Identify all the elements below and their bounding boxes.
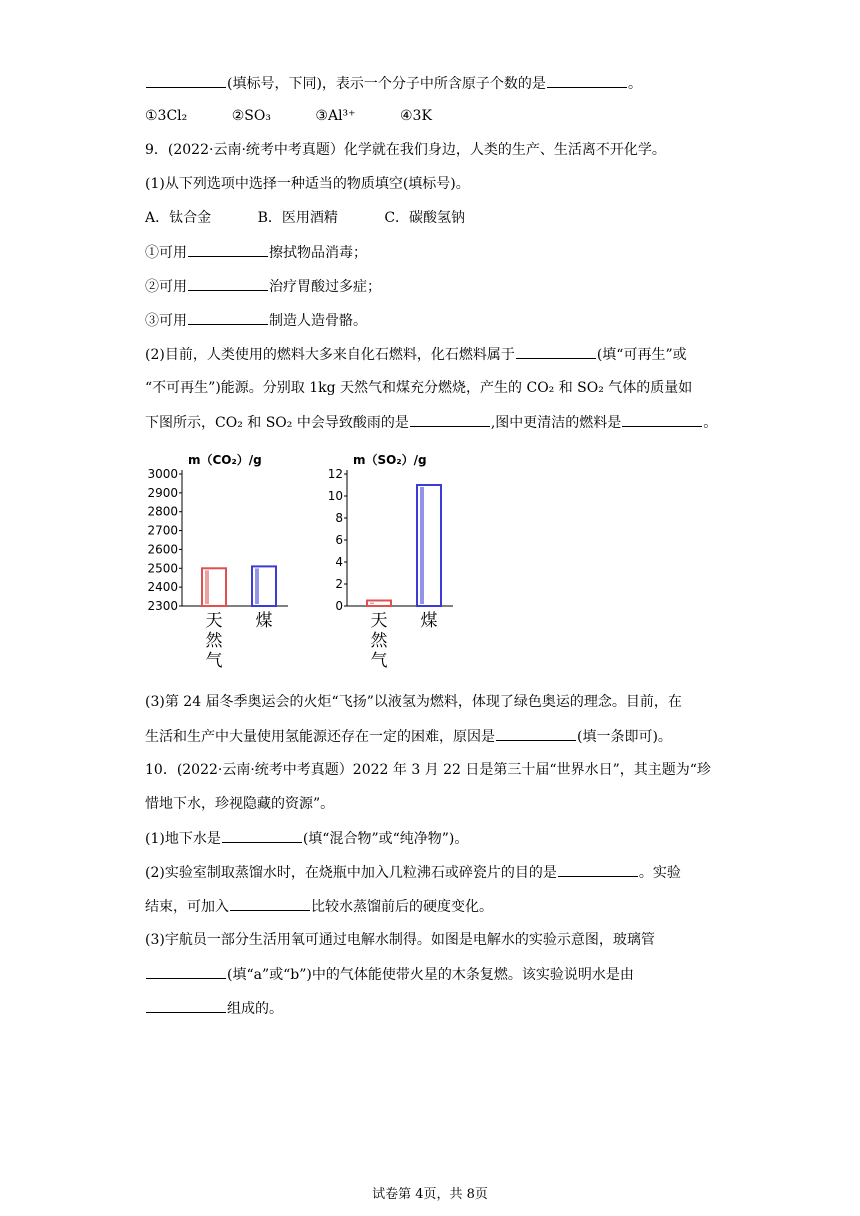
- answer-blank[interactable]: [496, 726, 576, 741]
- co2-bar-chart: [140, 448, 290, 678]
- option: ②SO₃: [231, 108, 271, 124]
- so2-bar-chart: [305, 448, 455, 678]
- q10-part3-line1: (3)宇航员一部分生活用氧可通过电解水制得。如图是电解水的实验示意图，玻璃管: [145, 932, 655, 948]
- answer-blank[interactable]: [547, 73, 627, 88]
- y-tick-label: 2300: [147, 599, 178, 613]
- answer-blank[interactable]: [146, 73, 226, 88]
- q10-part2-line1: (2)实验室制取蒸馏水时，在烧瓶中加入几粒沸石或碎瓷片的目的是 。实验: [145, 862, 681, 883]
- q9-part3-line1: (3)第 24 届冬季奥运会的火炬“飞扬”以液氢为燃料，体现了绿色奥运的理念。目前，在: [145, 694, 682, 710]
- bar-shade: [370, 603, 374, 605]
- answer-blank[interactable]: [230, 896, 310, 911]
- y-tick-label: 2400: [147, 580, 178, 595]
- y-tick-label: 4: [335, 555, 343, 569]
- answer-blank[interactable]: [146, 998, 226, 1013]
- page-footer: 试卷第 4页，共 8页: [372, 1187, 488, 1202]
- q9-fill3: ③可用 制造人造骨骼。: [145, 310, 367, 331]
- option: ④3K: [400, 108, 432, 124]
- q10-stem-line2: 惜地下水，珍视隐藏的资源”。: [145, 796, 335, 812]
- y-tick-label: 8: [335, 511, 343, 525]
- option: ①3Cl₂: [145, 108, 188, 124]
- answer-blank[interactable]: [410, 412, 490, 427]
- y-tick-label: 2600: [147, 542, 178, 557]
- answer-blank[interactable]: [146, 964, 226, 979]
- y-tick-label: 0: [335, 599, 343, 613]
- category-label: 煤: [420, 611, 438, 631]
- q9-part1: (1)从下列选项中选择一种适当的物质填空(填标号)。: [145, 176, 470, 192]
- q9-part2-line1: (2)目前，人类使用的燃料大多来自化石燃料，化石燃料属于 (填“可再生”或: [145, 344, 687, 365]
- q10-part2-line2: 结束，可加入 比较水蒸馏前后的硬度变化。: [145, 896, 493, 917]
- answer-blank[interactable]: [622, 412, 702, 427]
- answer-blank[interactable]: [222, 828, 302, 843]
- q9-part2-line3: 下图所示，CO₂ 和 SO₂ 中会导致酸雨的是 ,图中更清洁的燃料是 。: [145, 412, 717, 433]
- y-tick-label: 2900: [147, 485, 178, 500]
- chart-title: m（CO₂）/g: [188, 453, 262, 467]
- answer-blank[interactable]: [558, 862, 638, 877]
- bar-shade: [420, 487, 424, 604]
- answer-blank[interactable]: [188, 242, 268, 257]
- q9-choices: [145, 208, 505, 228]
- q10-part1: (1)地下水是 (填“混合物”或“纯净物”)。: [145, 828, 468, 849]
- bar-shade: [255, 568, 259, 604]
- category-label: 气: [205, 651, 223, 671]
- y-tick-label: 2500: [147, 561, 178, 576]
- category-label: 天: [205, 611, 223, 631]
- q9-fill2: ②可用 治疗胃酸过多症；: [145, 276, 381, 297]
- category-label: 煤: [255, 611, 273, 631]
- q10-part3-line2: (填“a”或“b”)中的气体能使带火星的木条复燃。该实验说明水是由: [145, 964, 634, 985]
- category-label: 天: [370, 611, 388, 631]
- y-tick-label: 2700: [147, 523, 178, 538]
- q9-stem: 9．(2022·云南·统考中考真题）化学就在我们身边，人类的生产、生活离不开化学。: [145, 142, 666, 158]
- choice-a: A．钛合金: [145, 210, 212, 226]
- answer-blank[interactable]: [188, 276, 268, 291]
- choice-b: B．医用酒精: [257, 210, 338, 226]
- y-tick-label: 2: [335, 577, 343, 591]
- q9-part3-line2: 生活和生产中大量使用氢能源还存在一定的困难，原因是 (填一条即可)。: [145, 726, 672, 747]
- category-label: 然: [370, 631, 388, 651]
- choice-c: C．碳酸氢钠: [384, 210, 466, 226]
- category-label: 然: [205, 631, 223, 651]
- option: ③Al³⁺: [315, 108, 356, 124]
- answer-blank[interactable]: [188, 310, 268, 325]
- y-tick-label: 10: [327, 489, 343, 503]
- q9-fill1: ①可用 擦拭物品消毒；: [145, 242, 367, 263]
- q8-options: [145, 106, 472, 126]
- q9-part2-line2: “不可再生”)能源。分别取 1kg 天然气和煤充分燃烧，产生的 CO₂ 和 SO₂ 气体的质量如: [145, 380, 693, 396]
- q10-stem-line1: 10．(2022·云南·统考中考真题）2022 年 3 月 22 日是第三十届“世界水日”，其主题为“珍: [145, 762, 711, 778]
- y-tick-label: 12: [327, 467, 343, 481]
- chart-title: m（SO₂）/g: [353, 453, 427, 467]
- bar-shade: [205, 570, 209, 604]
- q8-blank-line: (填标号，下同)，表示一个分子中所含原子个数的是 。: [145, 73, 642, 94]
- y-tick-label: 2800: [147, 504, 178, 519]
- y-tick-label: 6: [335, 533, 343, 547]
- q10-part3-line3: 组成的。: [145, 998, 283, 1019]
- category-label: 气: [370, 651, 388, 671]
- y-tick-label: 3000: [147, 467, 178, 481]
- answer-blank[interactable]: [516, 344, 596, 359]
